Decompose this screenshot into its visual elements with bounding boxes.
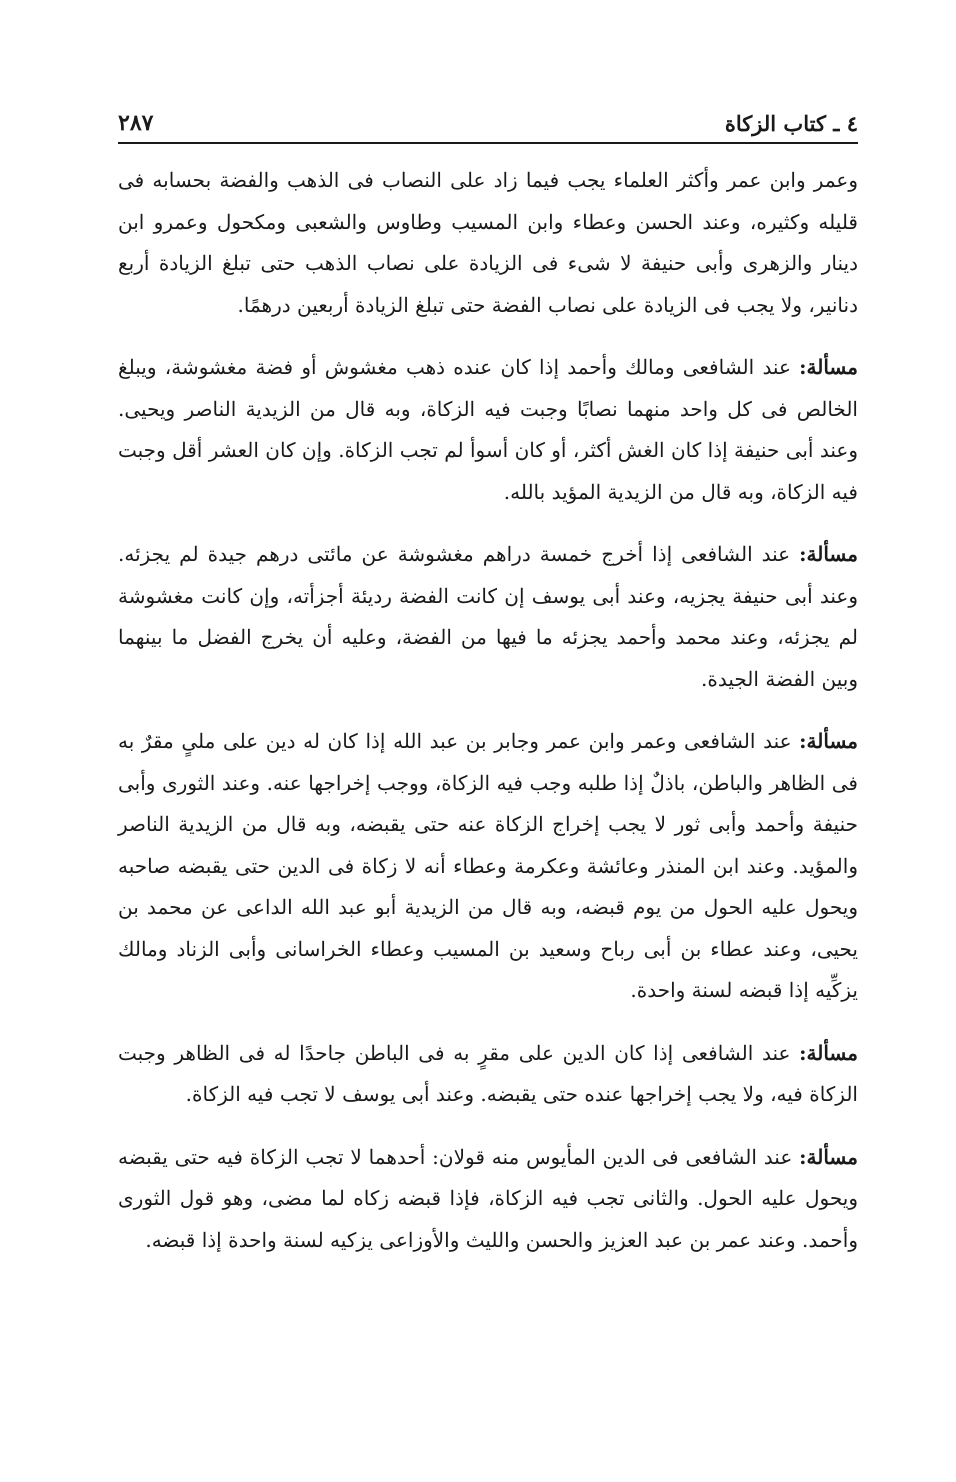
paragraph-text: عند الشافعى وعمر وابن عمر وجابر بن عبد الله إذا كان له دين على ملىٍ مقرٌ به فى الظاهر والباطن، باذلٌ إذا طلبه وجب فيه الزكاة، ووجب إخراجها عنه. وعند الثورى وأبى حنيفة وأحمد وأبى ثور لا يجب إخراج الزكاة عنه حتى يقبضه، وبه قال من الزيدية الناصر والمؤيد. وعند ابن المنذر وعائشة وعكرمة وعطاء أنه لا زكاة فى الدين حتى يقبضه صاحبه ويحول عليه الحول من يوم قبضه، وبه قال من الزيدية أبو عبد الله الداعى عن محمد بن يحيى، وعند عطاء بن أبى رباح وسعيد بن المسيب وعطاء الخراسانى وأبى الزناد ومالك يزكِّيه إذا قبضه لسنة واحدة. (118, 729, 858, 1002)
paragraph (118, 160, 858, 326)
issue-label: مسألة: (799, 542, 858, 566)
paragraph (118, 347, 858, 513)
page-header (118, 100, 858, 144)
paragraph (118, 721, 858, 1012)
paragraph-text: عند الشافعى فى الدين المأيوس منه قولان: أحدهما لا تجب الزكاة فيه حتى يقبضه ويحول عليه الحول. والثانى تجب فيه الزكاة، فإذا قبضه زكاه لما مضى، وهو قول الثورى وأحمد. وعند عمر بن عبد العزيز والحسن والليث والأوزاعى يزكيه لسنة واحدة إذا قبضه. (118, 1144, 858, 1252)
paragraph (118, 1033, 858, 1116)
running-head: ٤ ـ كتاب الزكاة (724, 111, 858, 136)
paragraph-text: وعمر وابن عمر وأكثر العلماء يجب فيما زاد على النصاب فى الذهب والفضة بحسابه فى قليله وكثيره، وعند الحسن وعطاء وابن المسيب وطاوس والشعبى ومكحول وعمرو ابن دينار والزهرى وأبى حنيفة لا شىء فى الزيادة على نصاب الذهب حتى تبلغ الزيادة أربع دنانير، ولا يجب فى الزيادة على نصاب الفضة حتى تبلغ الزيادة أربعين درهمًا. (118, 168, 858, 317)
issue-label: مسألة: (799, 1040, 858, 1065)
page-number: ٢٨٧ (118, 110, 154, 136)
issue-label: مسألة: (799, 355, 858, 379)
paragraph (118, 534, 858, 700)
paragraph-text: عند الشافعى إذا كان الدين على مقرٍ به فى الباطن جاحدًا له فى الظاهر وجبت الزكاة فيه، ولا يجب إخراجها عنده حتى يقبضه. وعند أبى يوسف لا تجب فيه الزكاة. (118, 1040, 858, 1106)
paragraph-text: عند الشافعى إذا أخرج خمسة دراهم مغشوشة عن مائتى درهم جيدة لم يجزئه. وعند أبى حنيفة يجزيه، وعند أبى يوسف إن كانت الفضة رديئة أجزأته، وإن كانت مغشوشة لم يجزئه، وعند محمد وأحمد يجزئه ما فيها من الفضة، وعليه أن يخرج الفضل ما بينهما وبين الفضة الجيدة. (118, 542, 858, 691)
body-text (118, 160, 858, 1282)
paragraph-text: عند الشافعى ومالك وأحمد إذا كان عنده ذهب مغشوش أو فضة مغشوشة، ويبلغ الخالص فى كل واحد منهما نصابًا وجبت فيه الزكاة، وبه قال من الزيدية الناصر ويحيى. وعند أبى حنيفة إذا كان الغش أكثر، أو كان أسوأ لم تجب الزكاة. وإن كان العشر أقل وجبت فيه الزكاة، وبه قال من الزيدية المؤيد بالله. (118, 355, 858, 504)
paragraph (118, 1137, 858, 1262)
issue-label: مسألة: (799, 729, 859, 753)
issue-label: مسألة: (799, 1144, 858, 1169)
